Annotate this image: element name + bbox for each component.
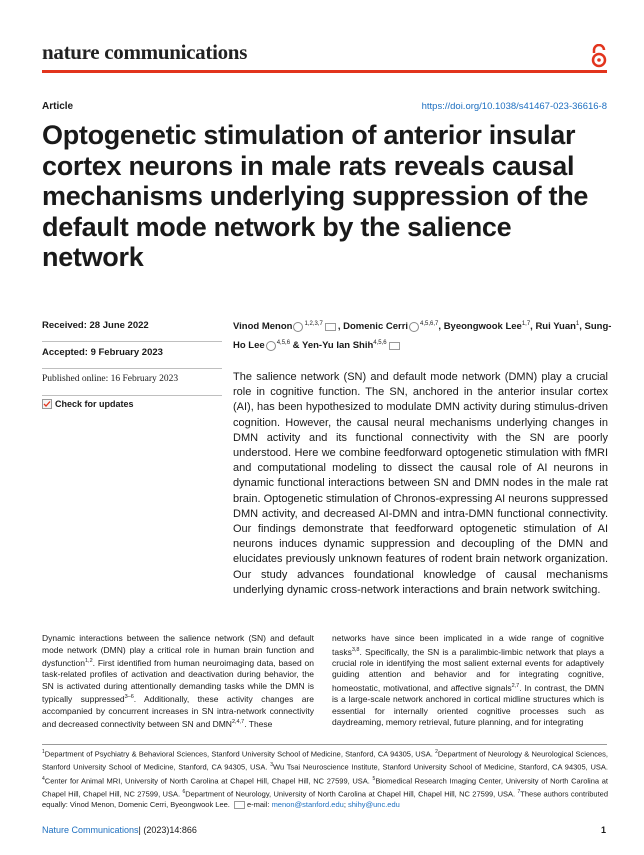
body-column-2 xyxy=(332,633,604,729)
affiliation-number: 3 xyxy=(270,762,273,769)
author-name[interactable]: Domenic Cerri xyxy=(343,321,409,333)
email-icon[interactable] xyxy=(389,342,400,350)
citation-ref[interactable]: 3–6 xyxy=(124,694,134,701)
accepted-date: Accepted: 9 February 2023 xyxy=(42,345,222,369)
affiliation-number: 4 xyxy=(42,775,45,782)
citation-ref[interactable]: 2,4,7 xyxy=(231,719,245,726)
email-icon xyxy=(234,801,245,809)
check-updates-button[interactable] xyxy=(42,399,222,409)
author-affiliation: 4,5,6,7 xyxy=(420,321,439,327)
affiliations-rule xyxy=(42,744,607,745)
affiliation-text: Biomedical Research Imaging Center, University of North Carolina at Chapel Hill, Chapel Hill, NC 27599, USA. xyxy=(42,776,608,799)
author-name[interactable]: Yen-Yu Ian Shih xyxy=(302,340,374,352)
page-number: 1 xyxy=(600,825,606,835)
citation-ref[interactable]: 3,8 xyxy=(351,646,360,653)
footer-citation xyxy=(42,825,197,835)
footer-journal[interactable]: Nature Communications xyxy=(42,825,139,835)
affiliation-number: 2 xyxy=(435,749,438,755)
article-title: Optogenetic stimulation of anterior insular cortex neurons in male rats reveals causal mechanisms underlying suppression of the default mode network by the salience network xyxy=(42,120,589,272)
author-affiliation: 4,5,6 xyxy=(373,340,387,347)
header-rule xyxy=(42,70,607,73)
date-panel xyxy=(42,318,222,409)
received-date: Received: 28 June 2022 xyxy=(42,318,222,342)
author-list: Vinod Menon $^{1,2,3,7}$ , Domenic Cerri $^{4,5,6,7}$, Byeongwook Lee$^{1,7}$, Rui Yuan$^1$, Sung-Ho Lee $^{4,5,6}$ & Yen-Yu Ian Shih$^{4,5,6}$ xyxy=(233,321,612,352)
affiliation-number: 5 xyxy=(372,775,376,782)
email-icon[interactable] xyxy=(325,323,336,331)
affiliation-text: Department of Neurology & Neurological Sciences, Stanford University School of Medicine, Stanford, CA 94305, USA. xyxy=(42,749,608,772)
body-column-1 xyxy=(42,633,314,730)
check-updates-icon xyxy=(42,399,52,409)
affiliation-number: 7 xyxy=(517,788,521,795)
orcid-icon[interactable] xyxy=(293,322,303,332)
article-type-label: Article xyxy=(42,101,74,112)
doi-link[interactable]: https://doi.org/10.1038/s41467-023-36616-8 xyxy=(421,101,607,112)
affiliation-number: 1 xyxy=(42,749,45,755)
author-affiliation: 1,2,3,7 xyxy=(304,321,323,327)
affiliation-text: Wu Tsai Neuroscience Institute, Stanford University School of Medicine, Stanford, CA 94305, USA. xyxy=(273,762,608,772)
author-affiliation: 1 xyxy=(575,321,580,327)
open-access-icon xyxy=(590,44,608,68)
check-updates-label: Check for updates xyxy=(55,399,134,409)
email-link[interactable]: menon@stanford.edu xyxy=(271,800,344,810)
email-link[interactable]: shihy@unc.edu xyxy=(347,800,400,810)
author-affiliation: 4,5,6 xyxy=(276,340,291,347)
body-text: . Additionally, these activity changes are accompanied by concurrent increases in SN intra-network connectivity and decreased connectivity between SN and DMN xyxy=(42,694,314,729)
author-name[interactable]: Rui Yuan xyxy=(535,321,576,333)
published-date: Published online: 16 February 2023 xyxy=(42,372,222,396)
body-text: . In contrast, the DMN is a large-scale network anchored in cortical midline structures which is essential for internally oriented cognitive processes such as daydreaming, memory retrieval, future planning, and for integrating xyxy=(332,682,605,728)
author-name[interactable]: Vinod Menon xyxy=(233,321,293,333)
affiliation-text: Department of Psychiatry & Behavioral Sciences, Stanford University School of Medicine, Stanford, CA 94305, USA. xyxy=(44,749,436,759)
footer-volume: | (2023)14:866 xyxy=(138,825,197,835)
body-text: networks have since been implicated in a wide range of cognitive tasks xyxy=(332,633,604,657)
body-text: . Specifically, the SN is a paralimbic-limbic network that plays a crucial role in identifying the most salient external events for adaptively guiding attention and behavior and for integrating cognitive, homeostatic, motivational, and affective signals xyxy=(332,646,604,693)
abstract: The salience network (SN) and default mode network (DMN) play a crucial role in cognitive function. The SN, anchored in the anterior insular cortex (AI), has been hypothesized to modulate DMN activity during stimulus-driven cognition. However, the causal neural mechanisms underlying changes in DMN activity and its functional connectivity with the SN are poorly understood. Here we combine feedforward optogenetic stimulation with fMRI and computational modeling to dissect the causal role of AI neurons in dynamic functional interactions between SN and DMN nodes in the male rat brain. Optogenetic stimulation of Chronos-expressing AI neurons suppressed DMN activity, and decreased AI-DMN and intra-DMN functional connectivity. Our findings demonstrate that feedforward optogenetic stimulation of AI neurons induces dynamic suppression and decoupling of the DMN and elucidates previously unknown features of rodent brain network organization. Our study advances foundational knowledge of causal mechanisms underlying dynamic cross-network interactions and brain network switching. xyxy=(233,371,608,596)
author-name[interactable]: Byeongwook Lee xyxy=(443,321,522,333)
citation-ref[interactable]: 2,7 xyxy=(511,682,520,689)
affiliation-number: 6 xyxy=(182,788,186,795)
journal-name: nature communications xyxy=(42,40,248,64)
orcid-icon[interactable] xyxy=(409,322,419,332)
author-affiliation: 1,7 xyxy=(521,321,531,327)
affiliations xyxy=(42,747,608,811)
affiliation-text: Department of Neurology, University of North Carolina at Chapel Hill, Chapel Hill, NC 27599, USA. xyxy=(185,789,518,799)
author-name[interactable]: Sung-Ho Lee xyxy=(233,321,612,352)
email-separator: ; xyxy=(343,800,348,810)
citation-ref[interactable]: 1,2 xyxy=(85,658,93,664)
orcid-icon[interactable] xyxy=(266,341,276,351)
body-text: Dynamic interactions between the salience network (SN) and default mode network (DMN) play a critical role in human brain function and dysfunction xyxy=(42,633,314,668)
affiliation-text: These authors contributed equally: Vinod Menon, Domenic Cerri, Byeongwook Lee. xyxy=(42,789,608,810)
body-text: . These xyxy=(244,718,273,729)
affiliation-text: Center for Animal MRI, University of North Carolina at Chapel Hill, Chapel Hill, NC 27599, USA. xyxy=(44,776,373,786)
email-label: e-mail: xyxy=(246,800,272,810)
body-text: . First identified from human neuroimaging data, based on task-related profiles of activation and deactivation during behavior, the SN is activated during attentionally demanding tasks while the DMN is typically suppressed xyxy=(42,657,314,705)
